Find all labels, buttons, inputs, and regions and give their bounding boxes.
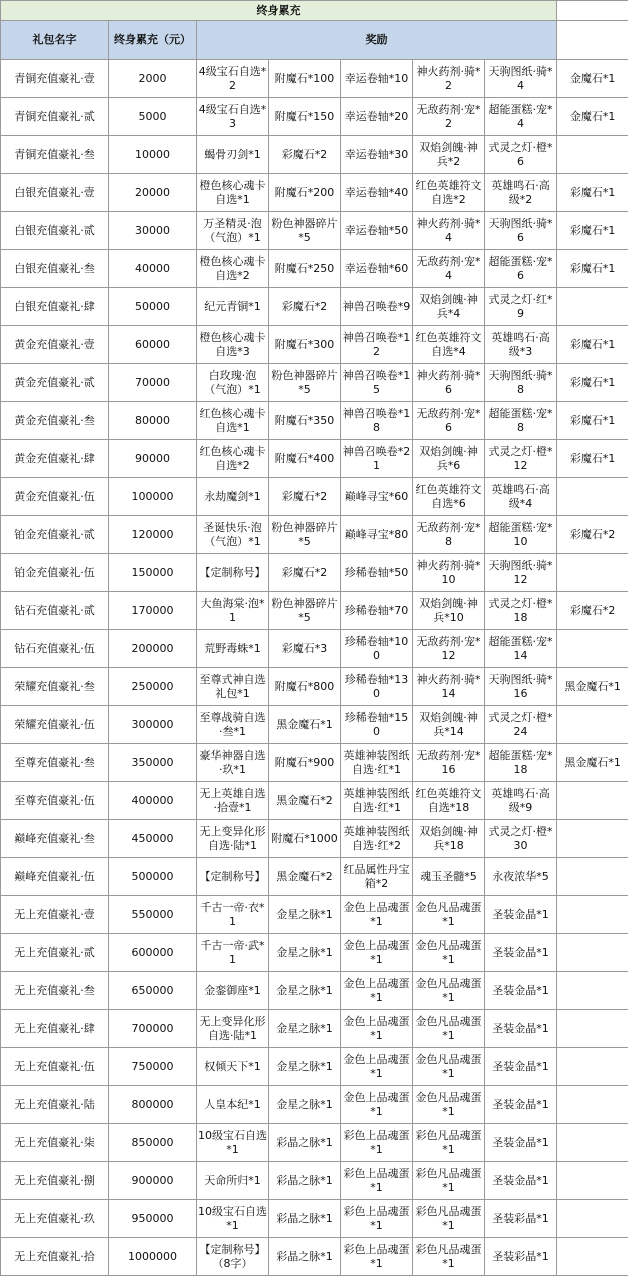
reward-cell: 彩色凡品魂蛋*1 (413, 1238, 485, 1276)
table-row (1, 934, 628, 972)
reward-cell: 超能蛋糕·宠*10 (485, 516, 557, 554)
recharge-amount: 700000 (109, 1010, 197, 1048)
reward-cell (557, 934, 628, 972)
recharge-amount: 550000 (109, 896, 197, 934)
reward-cell: 纪元青铜*1 (197, 288, 269, 326)
recharge-amount: 170000 (109, 592, 197, 630)
recharge-amount: 200000 (109, 630, 197, 668)
reward-cell: 圣装金晶*1 (485, 972, 557, 1010)
gift-name: 至尊充值豪礼·叁 (1, 744, 109, 782)
gift-name: 荣耀充值豪礼·叁 (1, 668, 109, 706)
reward-cell: 附魔石*250 (269, 250, 341, 288)
table-row (1, 440, 628, 478)
reward-cell: 神火药剂·骑*10 (413, 554, 485, 592)
reward-cell: 巅峰寻宝*60 (341, 478, 413, 516)
gift-name: 黄金充值豪礼·叁 (1, 402, 109, 440)
reward-cell: 式灵之灯·红*9 (485, 288, 557, 326)
reward-cell: 珍稀卷轴*100 (341, 630, 413, 668)
gift-name: 无上充值豪礼·壹 (1, 896, 109, 934)
reward-cell: 【定制称号】 (197, 554, 269, 592)
reward-cell (557, 820, 628, 858)
reward-cell: 彩色凡品魂蛋*1 (413, 1124, 485, 1162)
reward-cell: 无上变异化形自选·陆*1 (197, 1010, 269, 1048)
table-row (1, 250, 628, 288)
gift-name: 铂金充值豪礼·贰 (1, 516, 109, 554)
reward-cell: 魂玉圣髓*5 (413, 858, 485, 896)
reward-cell: 永劫魔剑*1 (197, 478, 269, 516)
table-row (1, 1124, 628, 1162)
gift-name: 钻石充值豪礼·伍 (1, 630, 109, 668)
table-row (1, 1238, 628, 1276)
reward-cell: 彩魔石*1 (557, 326, 628, 364)
table-row (1, 630, 628, 668)
recharge-amount: 40000 (109, 250, 197, 288)
reward-cell: 金色凡品魂蛋*1 (413, 1048, 485, 1086)
reward-cell: 天命所归*1 (197, 1162, 269, 1200)
reward-cell: 圣装金晶*1 (485, 1162, 557, 1200)
reward-cell: 双焰剑魄·神兵*14 (413, 706, 485, 744)
recharge-amount: 650000 (109, 972, 197, 1010)
table-row (1, 554, 628, 592)
reward-cell (557, 1010, 628, 1048)
recharge-amount: 30000 (109, 212, 197, 250)
reward-cell: 红品属性丹宝箱*2 (341, 858, 413, 896)
recharge-amount: 120000 (109, 516, 197, 554)
reward-cell: 彩魔石*2 (269, 554, 341, 592)
reward-cell: 英雄神装图纸自选·红*2 (341, 820, 413, 858)
table-row (1, 212, 628, 250)
reward-cell (557, 972, 628, 1010)
reward-cell: 彩色上品魂蛋*1 (341, 1238, 413, 1276)
reward-cell: 金色上品魂蛋*1 (341, 934, 413, 972)
recharge-amount: 600000 (109, 934, 197, 972)
recharge-amount: 1000000 (109, 1238, 197, 1276)
table-row (1, 972, 628, 1010)
reward-cell: 橙色核心魂卡自选*2 (197, 250, 269, 288)
reward-cell (557, 1048, 628, 1086)
reward-cell: 金星之脉*1 (269, 934, 341, 972)
table-title: 终身累充 (1, 1, 557, 21)
reward-cell: 式灵之灯·橙*24 (485, 706, 557, 744)
gift-name: 无上充值豪礼·伍 (1, 1048, 109, 1086)
reward-cell: 彩色上品魂蛋*1 (341, 1200, 413, 1238)
table-row (1, 592, 628, 630)
reward-cell: 英雄鸣石·高级*3 (485, 326, 557, 364)
recharge-amount: 750000 (109, 1048, 197, 1086)
recharge-amount: 350000 (109, 744, 197, 782)
reward-cell: 金色上品魂蛋*1 (341, 1048, 413, 1086)
reward-cell: 天驹图纸·骑*16 (485, 668, 557, 706)
reward-cell: 幸运卷轴*60 (341, 250, 413, 288)
reward-cell: 【定制称号】（8字） (197, 1238, 269, 1276)
table-row (1, 1048, 628, 1086)
reward-cell: 超能蛋糕·宠*4 (485, 98, 557, 136)
reward-cell (557, 478, 628, 516)
recharge-amount: 450000 (109, 820, 197, 858)
reward-cell: 附魔石*200 (269, 174, 341, 212)
gift-name: 白银充值豪礼·贰 (1, 212, 109, 250)
gift-name: 青铜充值豪礼·叁 (1, 136, 109, 174)
reward-cell: 彩魔石*2 (269, 136, 341, 174)
reward-cell: 圣装金晶*1 (485, 1124, 557, 1162)
reward-cell: 式灵之灯·橙*18 (485, 592, 557, 630)
reward-cell: 红色英雄符文自选*4 (413, 326, 485, 364)
reward-cell: 幸运卷轴*10 (341, 60, 413, 98)
table-row (1, 1162, 628, 1200)
reward-cell: 彩晶之脉*1 (269, 1238, 341, 1276)
gift-name: 无上充值豪礼·肆 (1, 1010, 109, 1048)
reward-cell: 橙色核心魂卡自选*1 (197, 174, 269, 212)
recharge-amount: 70000 (109, 364, 197, 402)
reward-cell: 圣装金晶*1 (485, 1086, 557, 1124)
reward-cell: 10级宝石自选*1 (197, 1200, 269, 1238)
reward-cell: 金星之脉*1 (269, 1086, 341, 1124)
gift-name: 白银充值豪礼·壹 (1, 174, 109, 212)
reward-cell: 黑金魔石*1 (557, 668, 628, 706)
reward-cell: 金色凡品魂蛋*1 (413, 934, 485, 972)
recharge-amount: 90000 (109, 440, 197, 478)
reward-cell: 金色凡品魂蛋*1 (413, 1086, 485, 1124)
reward-cell: 豪华神器自选·玖*1 (197, 744, 269, 782)
table-row (1, 858, 628, 896)
reward-cell (557, 1086, 628, 1124)
reward-cell: 【定制称号】 (197, 858, 269, 896)
reward-cell: 附魔石*400 (269, 440, 341, 478)
reward-cell: 粉色神器碎片*5 (269, 592, 341, 630)
reward-cell: 超能蛋糕·宠*8 (485, 402, 557, 440)
reward-cell: 无上英雄自选·拾壹*1 (197, 782, 269, 820)
reward-cell: 彩魔石*1 (557, 402, 628, 440)
header-name: 礼包名字 (1, 21, 109, 60)
reward-cell: 彩晶之脉*1 (269, 1124, 341, 1162)
reward-cell: 神火药剂·骑*14 (413, 668, 485, 706)
reward-cell: 无敌药剂·宠*6 (413, 402, 485, 440)
header-amount: 终身累充（元） (109, 21, 197, 60)
blank-corner (557, 1, 628, 21)
gift-name: 无上充值豪礼·贰 (1, 934, 109, 972)
reward-cell: 黑金魔石*2 (269, 858, 341, 896)
reward-cell: 神兽召唤卷*21 (341, 440, 413, 478)
recharge-amount: 80000 (109, 402, 197, 440)
table-row (1, 402, 628, 440)
reward-cell: 彩晶之脉*1 (269, 1162, 341, 1200)
reward-cell: 彩魔石*2 (269, 288, 341, 326)
reward-cell: 神兽召唤卷*18 (341, 402, 413, 440)
gift-name: 至尊充值豪礼·伍 (1, 782, 109, 820)
reward-cell: 彩色凡品魂蛋*1 (413, 1200, 485, 1238)
recharge-amount: 50000 (109, 288, 197, 326)
gift-name: 黄金充值豪礼·伍 (1, 478, 109, 516)
reward-cell: 珍稀卷轴*70 (341, 592, 413, 630)
reward-cell: 金星之脉*1 (269, 1048, 341, 1086)
table-row (1, 1010, 628, 1048)
recharge-amount: 800000 (109, 1086, 197, 1124)
reward-cell (557, 1238, 628, 1276)
table-row (1, 98, 628, 136)
reward-cell: 神火药剂·骑*4 (413, 212, 485, 250)
reward-cell: 双焰剑魄·神兵*10 (413, 592, 485, 630)
reward-cell: 彩晶之脉*1 (269, 1200, 341, 1238)
gift-name: 无上充值豪礼·拾 (1, 1238, 109, 1276)
recharge-amount: 5000 (109, 98, 197, 136)
reward-cell: 彩色上品魂蛋*1 (341, 1162, 413, 1200)
reward-cell: 圣装金晶*1 (485, 896, 557, 934)
table-row (1, 60, 628, 98)
table-row (1, 820, 628, 858)
reward-cell: 天驹图纸·骑*6 (485, 212, 557, 250)
reward-cell: 黑金魔石*1 (557, 744, 628, 782)
reward-cell: 幸运卷轴*40 (341, 174, 413, 212)
reward-cell: 金星之脉*1 (269, 972, 341, 1010)
reward-cell: 粉色神器碎片*5 (269, 364, 341, 402)
reward-cell: 蝎骨刃剑*1 (197, 136, 269, 174)
table-row (1, 516, 628, 554)
reward-cell: 无上变异化形自选·陆*1 (197, 820, 269, 858)
recharge-amount: 2000 (109, 60, 197, 98)
reward-cell: 彩魔石*2 (557, 516, 628, 554)
reward-cell: 天驹图纸·骑*8 (485, 364, 557, 402)
recharge-amount: 400000 (109, 782, 197, 820)
reward-cell (557, 896, 628, 934)
table-row (1, 364, 628, 402)
reward-cell: 珍稀卷轴*50 (341, 554, 413, 592)
table-row (1, 782, 628, 820)
reward-cell (557, 630, 628, 668)
reward-cell: 圣装彩晶*1 (485, 1200, 557, 1238)
reward-cell: 附魔石*150 (269, 98, 341, 136)
reward-cell: 彩魔石*1 (557, 364, 628, 402)
gift-name: 青铜充值豪礼·贰 (1, 98, 109, 136)
reward-cell: 万圣精灵·泡（气泡）*1 (197, 212, 269, 250)
reward-cell: 黑金魔石*2 (269, 782, 341, 820)
table-row (1, 326, 628, 364)
reward-cell: 英雄神装图纸自选·红*1 (341, 744, 413, 782)
reward-cell: 千古一帝·衣*1 (197, 896, 269, 934)
reward-cell: 式灵之灯·橙*6 (485, 136, 557, 174)
reward-cell: 彩魔石*2 (269, 478, 341, 516)
table-row (1, 478, 628, 516)
reward-cell: 红色英雄符文自选*6 (413, 478, 485, 516)
reward-cell: 至尊战骑自选·叁*1 (197, 706, 269, 744)
table-row (1, 288, 628, 326)
reward-cell: 神兽召唤卷*9 (341, 288, 413, 326)
reward-cell: 人皇本纪*1 (197, 1086, 269, 1124)
reward-cell: 无敌药剂·宠*8 (413, 516, 485, 554)
reward-cell (557, 706, 628, 744)
reward-cell: 附魔石*1000 (269, 820, 341, 858)
reward-cell: 10级宝石自选*1 (197, 1124, 269, 1162)
reward-cell (557, 1200, 628, 1238)
gift-name: 白银充值豪礼·肆 (1, 288, 109, 326)
reward-cell: 彩魔石*1 (557, 212, 628, 250)
reward-cell: 超能蛋糕·宠*18 (485, 744, 557, 782)
reward-cell: 4级宝石自选*3 (197, 98, 269, 136)
reward-cell: 金色凡品魂蛋*1 (413, 1010, 485, 1048)
reward-cell: 无敌药剂·宠*2 (413, 98, 485, 136)
reward-cell: 金魔石*1 (557, 60, 628, 98)
reward-cell: 超能蛋糕·宠*6 (485, 250, 557, 288)
reward-cell: 超能蛋糕·宠*14 (485, 630, 557, 668)
reward-cell: 大鱼海棠·泡*1 (197, 592, 269, 630)
reward-cell (557, 782, 628, 820)
reward-cell: 神兽召唤卷*12 (341, 326, 413, 364)
reward-cell: 神兽召唤卷*15 (341, 364, 413, 402)
reward-cell: 橙色核心魂卡自选*3 (197, 326, 269, 364)
reward-cell: 式灵之灯·橙*30 (485, 820, 557, 858)
reward-cell (557, 858, 628, 896)
reward-cell: 双焰剑魄·神兵*18 (413, 820, 485, 858)
table-row (1, 896, 628, 934)
reward-cell: 金色凡品魂蛋*1 (413, 896, 485, 934)
recharge-amount: 60000 (109, 326, 197, 364)
reward-cell: 金銮御座*1 (197, 972, 269, 1010)
table-row (1, 1200, 628, 1238)
reward-cell: 珍稀卷轴*150 (341, 706, 413, 744)
recharge-amount: 950000 (109, 1200, 197, 1238)
reward-cell: 幸运卷轴*50 (341, 212, 413, 250)
reward-cell: 附魔石*800 (269, 668, 341, 706)
reward-cell: 附魔石*100 (269, 60, 341, 98)
reward-cell: 英雄鸣石·高级*9 (485, 782, 557, 820)
reward-cell: 巅峰寻宝*80 (341, 516, 413, 554)
reward-cell: 4级宝石自选*2 (197, 60, 269, 98)
recharge-amount: 850000 (109, 1124, 197, 1162)
reward-cell: 金星之脉*1 (269, 1010, 341, 1048)
reward-cell: 红色英雄符文自选*2 (413, 174, 485, 212)
reward-cell: 神火药剂·骑*6 (413, 364, 485, 402)
reward-cell: 附魔石*900 (269, 744, 341, 782)
reward-cell: 彩魔石*3 (269, 630, 341, 668)
gift-name: 无上充值豪礼·叁 (1, 972, 109, 1010)
table-row (1, 744, 628, 782)
reward-cell: 双焰剑魄·神兵*6 (413, 440, 485, 478)
recharge-amount: 900000 (109, 1162, 197, 1200)
reward-cell: 式灵之灯·橙*12 (485, 440, 557, 478)
reward-cell: 附魔石*350 (269, 402, 341, 440)
reward-cell: 珍稀卷轴*130 (341, 668, 413, 706)
reward-cell: 英雄鸣石·高级*4 (485, 478, 557, 516)
reward-cell: 红色核心魂卡自选*1 (197, 402, 269, 440)
reward-cell: 彩魔石*1 (557, 440, 628, 478)
reward-cell: 千古一帝·武*1 (197, 934, 269, 972)
reward-cell: 圣装金晶*1 (485, 1010, 557, 1048)
header-row (1, 21, 628, 60)
reward-cell: 粉色神器碎片*5 (269, 212, 341, 250)
reward-cell (557, 1162, 628, 1200)
reward-cell: 金色凡品魂蛋*1 (413, 972, 485, 1010)
header-blank (557, 21, 628, 60)
reward-cell: 白玫瑰·泡（气泡）*1 (197, 364, 269, 402)
table-row (1, 174, 628, 212)
gift-name: 无上充值豪礼·陆 (1, 1086, 109, 1124)
gift-name: 白银充值豪礼·叁 (1, 250, 109, 288)
reward-cell: 圣装金晶*1 (485, 1048, 557, 1086)
reward-cell: 永夜浓华*5 (485, 858, 557, 896)
reward-cell: 天驹图纸·骑*12 (485, 554, 557, 592)
reward-cell (557, 288, 628, 326)
recharge-amount: 250000 (109, 668, 197, 706)
reward-cell: 彩魔石*1 (557, 250, 628, 288)
reward-cell: 天驹图纸·骑*4 (485, 60, 557, 98)
reward-cell: 彩魔石*2 (557, 592, 628, 630)
reward-cell: 金色上品魂蛋*1 (341, 972, 413, 1010)
recharge-amount: 100000 (109, 478, 197, 516)
gift-name: 荣耀充值豪礼·伍 (1, 706, 109, 744)
gift-name: 钻石充值豪礼·贰 (1, 592, 109, 630)
reward-cell: 粉色神器碎片*5 (269, 516, 341, 554)
reward-cell: 金色上品魂蛋*1 (341, 896, 413, 934)
reward-cell: 权倾天下*1 (197, 1048, 269, 1086)
gift-name: 巅峰充值豪礼·伍 (1, 858, 109, 896)
table-row (1, 1086, 628, 1124)
reward-cell: 金色上品魂蛋*1 (341, 1010, 413, 1048)
recharge-amount: 20000 (109, 174, 197, 212)
reward-cell: 幸运卷轴*20 (341, 98, 413, 136)
reward-cell: 黑金魔石*1 (269, 706, 341, 744)
gift-name: 无上充值豪礼·柒 (1, 1124, 109, 1162)
reward-cell: 双焰剑魄·神兵*2 (413, 136, 485, 174)
reward-cell (557, 554, 628, 592)
reward-cell: 彩色上品魂蛋*1 (341, 1124, 413, 1162)
reward-cell: 圣装彩晶*1 (485, 1238, 557, 1276)
reward-cell: 荒野毒蛛*1 (197, 630, 269, 668)
table-row (1, 706, 628, 744)
table-row (1, 136, 628, 174)
recharge-amount: 150000 (109, 554, 197, 592)
reward-cell: 红色核心魂卡自选*2 (197, 440, 269, 478)
reward-cell: 无敌药剂·宠*4 (413, 250, 485, 288)
gift-name: 青铜充值豪礼·壹 (1, 60, 109, 98)
table-row (1, 668, 628, 706)
title-row (1, 1, 628, 21)
reward-cell: 彩色凡品魂蛋*1 (413, 1162, 485, 1200)
recharge-amount: 300000 (109, 706, 197, 744)
gift-name: 黄金充值豪礼·肆 (1, 440, 109, 478)
reward-cell: 无敌药剂·宠*12 (413, 630, 485, 668)
reward-cell: 金魔石*1 (557, 98, 628, 136)
reward-cell: 圣装金晶*1 (485, 934, 557, 972)
reward-cell: 金星之脉*1 (269, 896, 341, 934)
reward-cell (557, 136, 628, 174)
reward-cell: 红色英雄符文自选*18 (413, 782, 485, 820)
reward-cell: 无敌药剂·宠*16 (413, 744, 485, 782)
reward-cell: 彩魔石*1 (557, 174, 628, 212)
gift-name: 铂金充值豪礼·伍 (1, 554, 109, 592)
reward-cell: 幸运卷轴*30 (341, 136, 413, 174)
gift-name: 巅峰充值豪礼·叁 (1, 820, 109, 858)
reward-cell: 英雄鸣石·高级*2 (485, 174, 557, 212)
gift-name: 黄金充值豪礼·贰 (1, 364, 109, 402)
reward-cell: 双焰剑魄·神兵*4 (413, 288, 485, 326)
recharge-amount: 500000 (109, 858, 197, 896)
reward-cell (557, 1124, 628, 1162)
gift-name: 无上充值豪礼·玖 (1, 1200, 109, 1238)
gift-name: 无上充值豪礼·捌 (1, 1162, 109, 1200)
recharge-amount: 10000 (109, 136, 197, 174)
reward-cell: 至尊式神自选礼包*1 (197, 668, 269, 706)
reward-cell: 神火药剂·骑*2 (413, 60, 485, 98)
reward-cell: 圣诞快乐·泡（气泡）*1 (197, 516, 269, 554)
reward-cell: 附魔石*300 (269, 326, 341, 364)
reward-cell: 英雄神装图纸自选·红*1 (341, 782, 413, 820)
reward-cell: 金色上品魂蛋*1 (341, 1086, 413, 1124)
gift-name: 黄金充值豪礼·壹 (1, 326, 109, 364)
header-rewards: 奖励 (197, 21, 557, 60)
